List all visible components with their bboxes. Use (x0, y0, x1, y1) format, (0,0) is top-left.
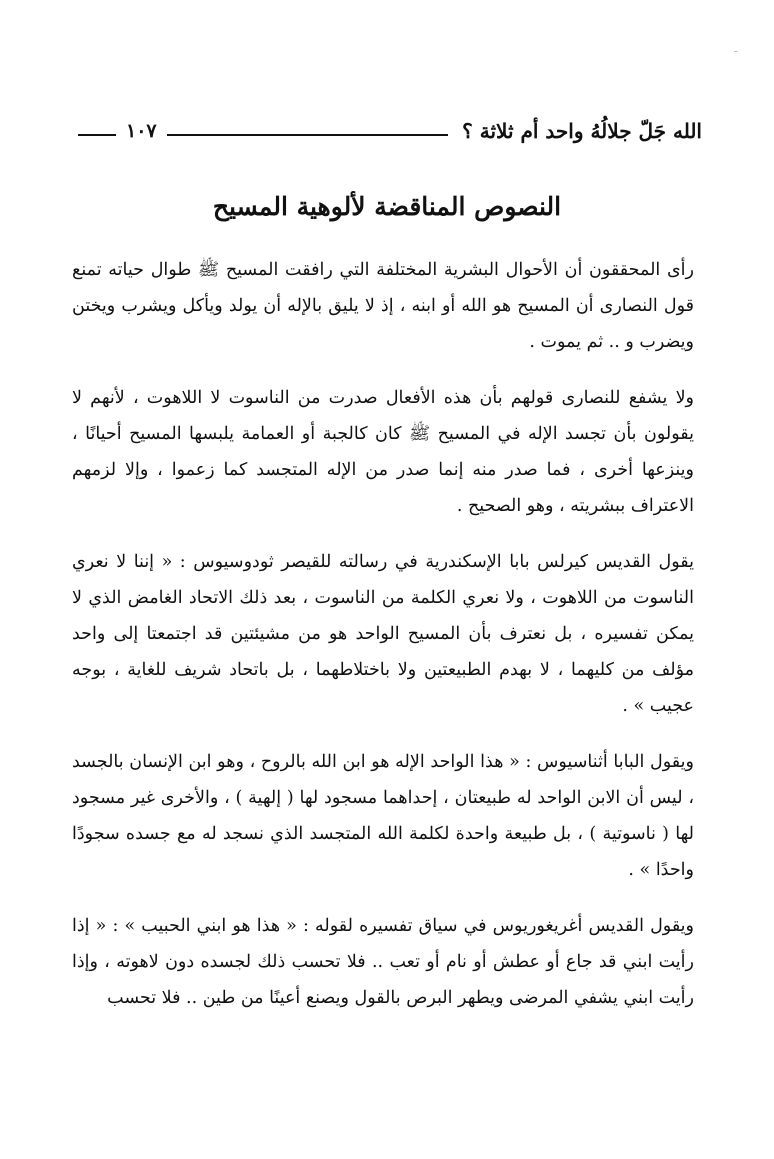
paragraph-text: ويقول القديس أغريغوريوس في سياق تفسيره لقوله : « هذا هو ابني الحبيب » : « إذا رأيت ابني قد جاع أو عطش أو نام أو تعب .. فلا تحسب ذلك لجسده دون لاهوته ، وإذا رأيت ابني يشفي المرضى ويطهر البرص بالقول ويصنع أعينًا من طين .. فلا تحسب (72, 916, 694, 1008)
paragraph-text: ولا يشفع للنصارى قولهم بأن هذه الأفعال صدرت من الناسوت لا اللاهوت ، لأنهم لا يقولون بأن تجسد الإله في المسيح ﷺ كان كالجبة أو العمامة يلبسها المسيح أحيانًا ، وينزعها أخرى ، فما صدر منه إنما صدر من الإله المتجسد كما زعموا ، وإلا لزمهم الاعتراف ببشريته ، وهو الصحيح . (72, 388, 694, 516)
section-heading: النصوص المناقضة لألوهية المسيح (212, 192, 562, 221)
header-rule-short (78, 134, 116, 136)
paragraph (72, 380, 694, 524)
paragraph (72, 252, 694, 360)
paragraph-text: ويقول البابا أثناسيوس : « هذا الواحد الإله هو ابن الله بالروح ، وهو ابن الإنسان بالجسد ، ليس أن الابن الواحد له طبيعتان ، إحداهما مسجود لها ( إلهية ) ، والأخرى غير مسجود لها ( ناسوتية ) ، بل طبيعة واحدة لكلمة الله المتجسد الذي نسجد له مع جسده سجودًا واحدًا » . (72, 752, 694, 880)
paragraph (72, 908, 694, 1016)
paragraph-text: يقول القديس كيرلس بابا الإسكندرية في رسالته للقيصر ثودوسيوس : « إننا لا نعري الناسوت من اللاهوت ، ولا نعري الكلمة من الناسوت ، بعد ذلك الاتحاد الغامض الذي لا يمكن تفسيره ، بل نعترف بأن المسيح الواحد هو من مشيئتين قد اجتمعتا إلى واحد مؤلف من كليهما ، لا بهدم الطبيعتين ولا باختلاطهما ، بل باتحاد شريف للغاية ، بوجه عجيب » . (72, 552, 694, 716)
paragraph-text: رأى المحققون أن الأحوال البشرية المختلفة التي رافقت المسيح ﷺ طوال حياته تمنع قول النصارى أن المسيح هو الله أو ابنه ، إذ لا يليق بالإله أن يولد ويأكل ويشرب ويختن ويضرب و .. ثم يموت . (72, 260, 694, 352)
corner-mark: - (733, 44, 738, 58)
running-header (72, 114, 702, 148)
body-text (72, 252, 694, 1036)
page-number: ١٠٧ (126, 120, 157, 142)
paragraph (72, 544, 694, 724)
running-header-title: الله جَلّ جلالُهُ واحد أم ثلاثة ؟ (462, 119, 702, 143)
header-rule-long (167, 134, 449, 136)
paragraph (72, 744, 694, 888)
